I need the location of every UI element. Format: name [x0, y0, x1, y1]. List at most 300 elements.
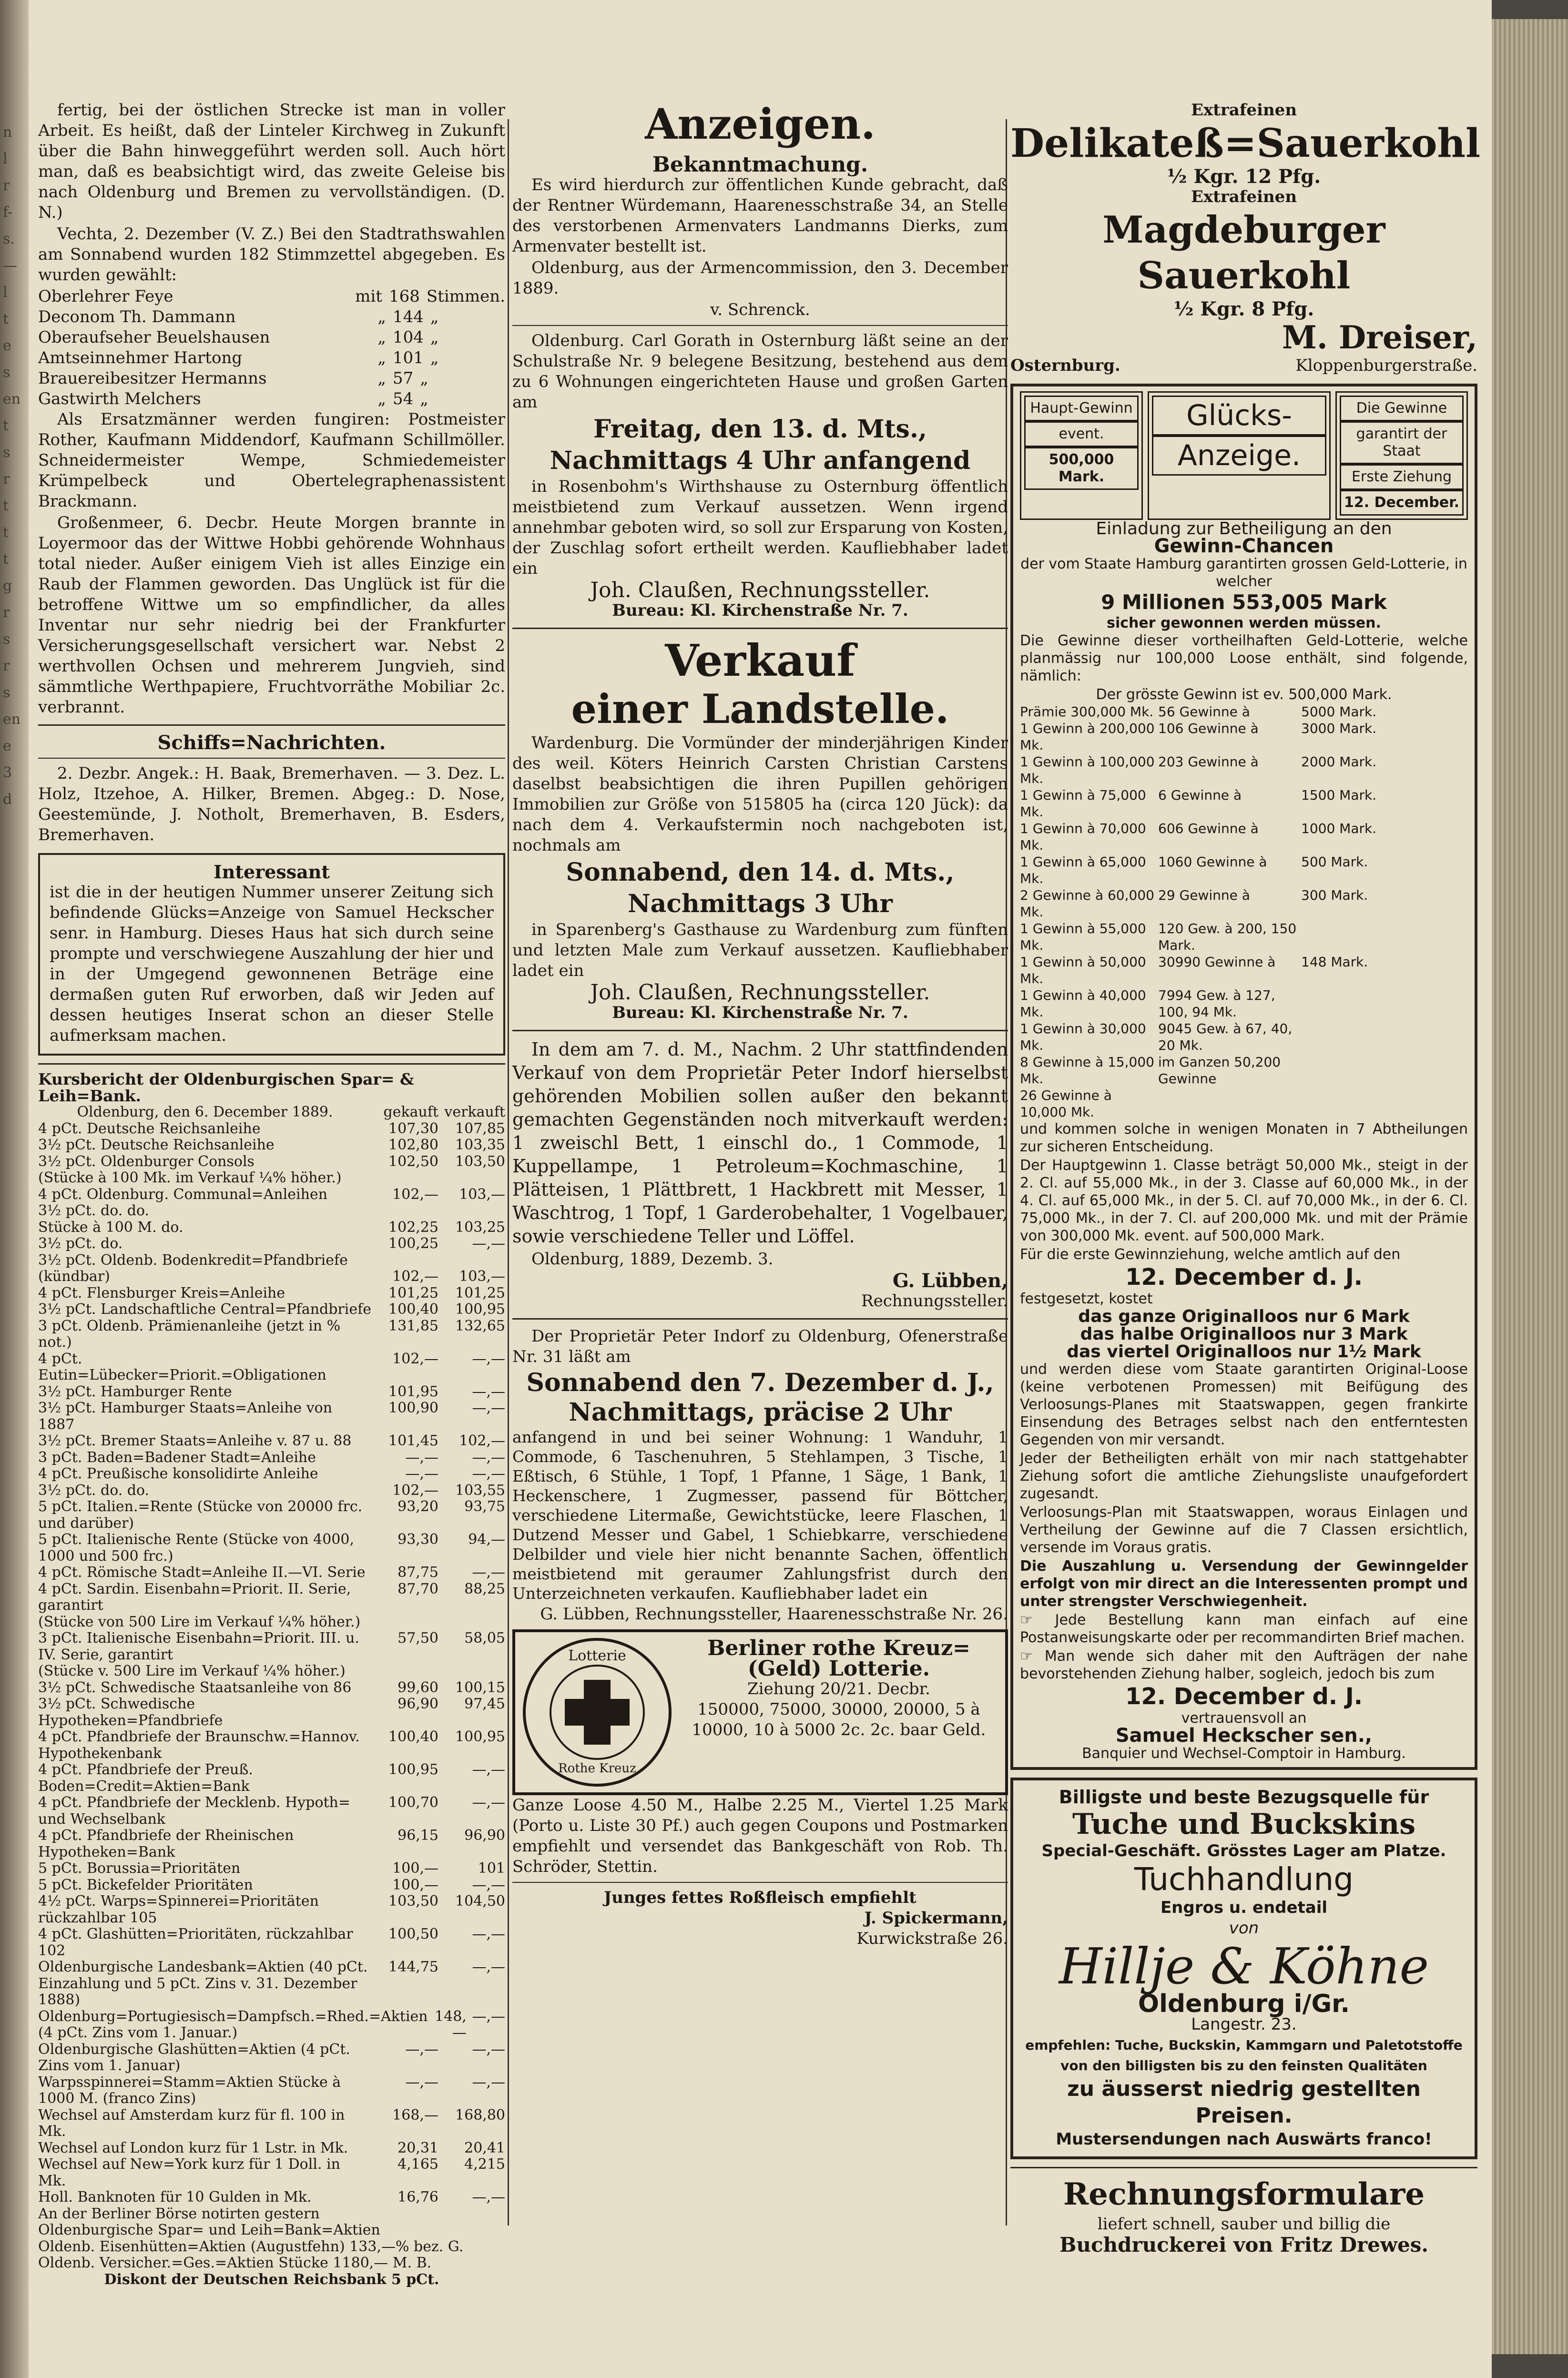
security-name: 4 pCt. Pfandbriefe der Braunschw.=Hannov. Hypothekenbank [38, 1728, 360, 1762]
exchange-row [38, 1450, 505, 1466]
exchange-row [38, 2189, 505, 2206]
exchange-row [38, 1532, 505, 1565]
price-bought: 87,70 [397, 1580, 438, 1597]
price-bought: 100,95 [388, 1761, 438, 1778]
prize-cell: 5000 Mark. [1301, 704, 1377, 720]
prize-cell [1158, 1087, 1301, 1120]
exchange-row [38, 1630, 505, 1663]
exchange-row [38, 1959, 505, 2009]
price-sold: 103,25 [455, 1219, 505, 1236]
price-sold: —,— [472, 1465, 505, 1482]
spine-fragment: t [3, 551, 9, 568]
head-left-1: Haupt-Gewinn [1024, 396, 1139, 421]
price-sold: —,— [472, 1235, 505, 1252]
prize-row [1020, 753, 1468, 787]
prize-cell: 6 Gewinne à [1158, 787, 1242, 803]
sale-text: Wardenburg. Die Vormünder der minderjährigen Kinder des weil. Köters Heinrich Carsten Christian Carstens daselbst beabsichtigen die ihren Pupillen gehörigen Immobilien zur Größe von 515805 ha (circa 120 Jück): da nach dem 4. Verkaufstermin noch nachgeboten ist, nochmals am [512, 733, 1008, 855]
news-intro: fertig, bei der östlichen Strecke ist man in voller Arbeit. Es heißt, daß der Linteler Kirchweg in Zukunft über die Bahn hinweggeführt werden soll. Auch hört man, daß es beabsichtigt wird, das zweite Geleise bis nach Oldenburg und Bremen zu vervollständigen. (D. N.) [38, 101, 505, 222]
cloth-shop-ad [1010, 1778, 1477, 2159]
vote-name: Oberaufseher Beuelshausen [38, 328, 270, 347]
exchange-footer-line: Oldenburgische Spar= und Leih=Bank=Aktien [38, 2222, 380, 2238]
magde-title: Magdeburger Sauerkohl [1102, 208, 1385, 297]
exchange-row [38, 1400, 505, 1433]
price-bought: 148,— [435, 2008, 467, 2041]
g-text-9: Die Auszahlung u. Versendung der Gewinngelder erfolgt von mir direct an die Interessenten prompt und unter strengster Verschwiegenheit. [1020, 1558, 1468, 1610]
lottery-amounts: 150000, 75000, 30000, 20000, 5 à 10000, 10 à 5000 2c. 2c. baar Geld. [692, 1700, 986, 1739]
price-bought: 144,75 [388, 1959, 438, 1975]
security-name: 5 pCt. Borussia=Prioritäten [38, 1860, 241, 1877]
prize-row [1020, 787, 1468, 820]
price-bought [372, 1663, 438, 1680]
spine-fragment: 3 [3, 764, 12, 781]
security-name: Oldenburgische Glashütten=Aktien (4 pCt. Zins vom 1. Januar) [38, 2041, 350, 2074]
price-bought: 96,15 [397, 1827, 438, 1844]
notice-text: ist die in der heutigen Nummer unserer Zeitung sich befindende Glücks=Anzeige von Samuel Heckscher senr. in Hamburg. Dieses Haus hat sich durch seine prompte und verschwiegene Auszahlung der hier und in der Umgegend gewonnenen Beträge eine dermaßen guten Ruf erworben, daß wir Jeden auf dessen heutiges Inserat schon an dieser Stelle aufmerksam machen. [50, 883, 494, 1045]
security-name: 4 pCt. Preußische konsolidirte Anleihe [38, 1465, 318, 1482]
exchange-row [38, 1893, 505, 1926]
prize-cell: 1 Gewinn à 100,000 Mk. [1020, 754, 1155, 786]
price-bought: 131,85 [388, 1317, 438, 1334]
prize-cell [1301, 1087, 1454, 1120]
price-bought: 100,40 [388, 1728, 438, 1745]
price-bought: 102,— [392, 1268, 438, 1285]
exchange-row [38, 2156, 505, 2189]
price-bought: 100,90 [388, 1400, 438, 1416]
price-bought [372, 1614, 438, 1631]
price-sold: —,— [472, 1876, 505, 1893]
security-name: 3½ pCt. Deutsche Reichsanleihe [38, 1137, 275, 1153]
price-sold: 58,05 [464, 1630, 505, 1646]
price-bought [372, 1203, 438, 1219]
g-largest: Der grösste Gewinn ist ev. 500,000 Mark. [1096, 686, 1392, 703]
indorf-signature-title: Rechnungssteller. [861, 1291, 1008, 1311]
spine-fragment: t [3, 417, 9, 434]
g-hand-1 [1020, 1611, 1468, 1646]
spine-fragment: s [3, 444, 10, 461]
exchange-row [38, 1187, 505, 1203]
exchange-row [38, 2140, 505, 2157]
exchange-row [38, 2009, 505, 2042]
security-name: Wechsel auf London kurz für 1 Lstr. in Mk. [38, 2139, 348, 2156]
price-sold [438, 1170, 505, 1187]
divider [1010, 2167, 1477, 2168]
g-text-3: Der Hauptgewinn 1. Classe beträgt 50,000 Mk., steigt in der 2. Cl. auf 55,000 Mk., in der 3. Classe auf 60,000 Mk., in der 4. Cl. auf 65,000 Mk., in der 5. Cl. auf 70,000 Mk., in der 6. Cl. 75,000 Mk., in der 7. Cl. auf 200,000 Mk. und mit der Prämie von 300,000 Mk. event. auf 500,000 Mark. [1020, 1157, 1468, 1244]
security-name: 3½ pCt. do. [38, 1235, 123, 1252]
dreiser-place: Osternburg. [1010, 356, 1120, 375]
exchange-row [38, 2042, 505, 2074]
prize-cell: 7994 Gew. à 127, 100, 94 Mk. [1158, 987, 1275, 1020]
g-date: 12. December d. J. [1125, 1264, 1363, 1291]
price-sold: 20,41 [464, 2139, 505, 2156]
magde-pre: Extrafeinen [1191, 187, 1297, 206]
gorath-bureau: Bureau: Kl. Kirchenstraße Nr. 7. [612, 601, 908, 620]
exchange-row [38, 1384, 505, 1401]
pointing-hand-icon: ☞ [1020, 1648, 1045, 1665]
security-name: Stücke à 100 M. do. [38, 1219, 183, 1236]
exchange-row [38, 1351, 505, 1384]
price-sold: —,— [472, 2008, 505, 2025]
prize-cell: 1 Gewinn à 65,000 Mk. [1020, 854, 1146, 886]
tuch-text-4: Mustersendungen nach Auswärts franco! [1056, 2130, 1432, 2149]
exchange-row [38, 1877, 505, 1894]
divider [512, 628, 1008, 629]
forms-firm: Buchdruckerei von Fritz Drewes. [1059, 2233, 1429, 2256]
indorf2-signature: G. Lübben, Rechnungssteller, Haarenesschstraße Nr. 26. [540, 1605, 1008, 1624]
sale-text-2: in Sparenberg's Gasthause zu Wardenburg zum fünften und letzten Male zum Verkauf aussetzen. Kaufliebhaber ladet ein [512, 920, 1008, 980]
spine-fragment: e [3, 738, 11, 754]
exchange-row [38, 1926, 505, 1959]
head-left-3: 500,000 Mark. [1024, 447, 1139, 490]
price-sold: —,— [472, 2073, 505, 2091]
logo-text-bottom: Rothe Kreuz [558, 1761, 636, 1776]
g-hand-2 [1020, 1647, 1468, 1683]
tuch-von: von [1229, 1919, 1259, 1938]
exchange-footer-line: Oldenb. Versicher.=Ges.=Aktien Stücke 1180,— M. B. [38, 2255, 432, 2271]
red-cross-lottery-ad [512, 1629, 1008, 1795]
prize-cell: 2000 Mark. [1301, 754, 1377, 770]
g-price-3: das viertel Originalloos nur 1½ Mark [1067, 1342, 1421, 1362]
ads-title: Anzeigen. [645, 99, 876, 149]
g-text-6: und werden diese vom Staate garantirten Original-Loose (keine verbotenen Promessen) mit Beifügung des Verloosungs-Planes mit Staatswappen, gegen frankirte Einsendung des Betrages selbst nach den entferntesten Gegenden von mir versandt. [1020, 1361, 1468, 1448]
notice-box [38, 853, 505, 1056]
security-name: 4 pCt. Pfandbriefe der Rheinischen Hypotheken=Bank [38, 1827, 294, 1860]
exchange-row [38, 1252, 505, 1269]
price-bought: 93,30 [397, 1531, 438, 1548]
price-sold: 93,75 [464, 1498, 505, 1515]
security-name: 4 pCt. Glashütten=Prioritäten, rückzahlbar 102 [38, 1926, 353, 1959]
price-bought: 99,60 [397, 1679, 438, 1696]
exchange-row [38, 1828, 505, 1860]
price-bought: 102,25 [388, 1219, 438, 1236]
prize-cell: 56 Gewinne à [1158, 704, 1250, 720]
prize-cell: 1 Gewinn à 55,000 Mk. [1020, 921, 1146, 953]
security-name: 3½ pCt. Oldenburger Consols [38, 1153, 255, 1170]
vote-unit: „ [420, 369, 428, 388]
exchange-row [38, 1680, 505, 1697]
vote-sep: „ [377, 389, 386, 408]
exchange-rows [38, 1121, 505, 2206]
vote-sep: mit [355, 287, 382, 306]
prize-cell: 3000 Mark. [1301, 721, 1377, 736]
vote-sep: „ [377, 369, 386, 388]
vote-list [38, 286, 505, 409]
spine-fragment: — [3, 257, 17, 274]
security-name: 4 pCt. Flensburger Kreis=Anleihe [38, 1284, 285, 1301]
prize-cell: 500 Mark. [1301, 854, 1368, 870]
price-sold: 100,15 [455, 1679, 505, 1696]
security-name: 4 pCt. Pfandbriefe der Mecklenb. Hypoth= und Wechselbank [38, 1794, 351, 1828]
prize-cell: 29 Gewinne à [1158, 887, 1250, 903]
exchange-row [38, 1614, 505, 1631]
price-bought: 101,25 [388, 1284, 438, 1301]
price-bought: 107,30 [388, 1120, 438, 1137]
head-right-4: 12. December. [1340, 490, 1464, 516]
prize-cell: 1 Gewinn à 75,000 Mk. [1020, 787, 1146, 820]
price-sold: 103,35 [455, 1137, 505, 1153]
price-sold: 168,80 [455, 2106, 505, 2124]
exchange-row [38, 1203, 505, 1219]
indorf-place: Oldenburg, 1889, Dezemb. 3. [531, 1250, 774, 1269]
security-name: 4 pCt. Deutsche Reichsanleihe [38, 1120, 261, 1137]
spine-fragment: en [3, 391, 21, 407]
indorf2-text-2: anfangend in und bei seiner Wohnung: 1 Wanduhr, 1 Commode, 6 Taschenuhren, 5 Stehlampen, 3 Tische, 1 Eßtisch, 6 Stühle, 1 Topf, 1 Pfanne, 1 Säge, 1 Bank, 1 Heckenschere, 1 Zugmesser, passend für Böttcher, verschiedene Litermaße, Gewichtstücke, leere Flaschen, 1 Dutzend Messer und Gabel, 1 Schiebkarre, verschiedene Delbilder und viele hier nicht benannte Sachen, öffentlich meistbietend mit geraumer Zahlungsfrist durch den Unterzeichneten verkaufen. Kaufliebhaber ladet ein [512, 1428, 1008, 1603]
exchange-footer [38, 2206, 505, 2288]
security-name: 3 pCt. Baden=Badener Stadt=Anleihe [38, 1449, 316, 1466]
column-news [38, 100, 505, 2288]
spine-fragment: l [3, 151, 8, 167]
vote-name: Brauereibesitzer Hermanns [38, 369, 267, 388]
sale-signature: Joh. Claußen, Rechnungssteller. [590, 980, 930, 1005]
security-name: 3½ pCt. do. do. [38, 1202, 150, 1219]
exchange-row [38, 2107, 505, 2140]
vote-row [38, 327, 505, 348]
head-mid-2: Anzeige. [1152, 436, 1326, 476]
g-text-4: Für die erste Gewinnziehung, welche amtlich auf den [1020, 1246, 1401, 1263]
lottery-subtitle: (Geld) Lotterie. [747, 1656, 930, 1681]
exchange-report-date: Oldenburg, den 6. December 1889. [77, 1104, 333, 1120]
head-right-1: Die Gewinne [1340, 396, 1464, 421]
prize-row [1020, 887, 1468, 920]
divider [512, 1030, 1008, 1031]
news-vechta: Vechta, 2. Dezember (V. Z.) Bei den Stadtrathswahlen am Sonnabend wurden 182 Stimmzettel abgegeben. Es wurden gewählt: [38, 224, 505, 285]
g-text-5: festgesetzt, kostet [1020, 1291, 1153, 1307]
price-sold: —,— [472, 2041, 505, 2058]
security-name: 4 pCt. Römische Stadt=Anleihe II.—VI. Serie [38, 1564, 366, 1581]
vote-n: 144 [393, 307, 424, 326]
lottery-ad-hamburg [1010, 384, 1477, 1770]
indorf2-date: Sonnabend den 7. Dezember d. J., [526, 1368, 994, 1397]
prize-row [1020, 954, 1468, 987]
security-name: 4 pCt. Oldenburg. Communal=Anleihen [38, 1186, 328, 1203]
exchange-row [38, 1301, 505, 1318]
spine-fragment: t [3, 311, 9, 327]
exchange-row [38, 1483, 505, 1499]
vote-n: 101 [393, 348, 424, 367]
exchange-row [38, 1860, 505, 1877]
price-bought: 100,70 [388, 1794, 438, 1811]
security-name: (Stücke von 500 Lire im Verkauf ¼% höher.) [38, 1613, 361, 1630]
prize-cell: 1500 Mark. [1301, 787, 1377, 803]
vote-sep: „ [377, 348, 386, 367]
lottery-date: Ziehung 20/21. Decbr. [747, 1679, 930, 1698]
g-date-2: 12. December d. J. [1125, 1683, 1363, 1710]
security-name: (kündbar) [38, 1268, 110, 1285]
g-text-8: Verloosungs-Plan mit Staatswappen, woraus Einlagen und Vertheilung der Gewinne auf die 7 Classen ersichtlich, versende im Voraus gratis. [1020, 1504, 1468, 1556]
delikat-title: Delikateß=Sauerkohl [1010, 121, 1481, 166]
tuch-text-2: von den billigsten bis zu den feinsten Qualitäten [1060, 2058, 1427, 2073]
exchange-row [38, 1170, 505, 1187]
spine-fragment: r [3, 471, 10, 488]
security-name: 4 pCt. Eutin=Lübecker=Priorit.=Obligationen [38, 1350, 326, 1383]
g-text-7: Jeder der Betheiligten erhält von mir nach stattgehabter Ziehung sofort die amtliche Ziehungsliste unaufgefordert zugesandt. [1020, 1450, 1468, 1502]
price-sold: —,— [472, 2189, 505, 2205]
price-bought: 100,50 [388, 1926, 438, 1942]
price-bought: 102,50 [388, 1153, 438, 1170]
price-bought: —,— [405, 2073, 438, 2091]
prize-cell: 1060 Gewinne à [1158, 854, 1267, 870]
price-sold: 94,— [468, 1531, 505, 1548]
divider [38, 724, 505, 726]
dreiser-name: M. Dreiser, [1282, 319, 1477, 356]
security-name: 3 pCt. Oldenb. Prämienanleihe (jetzt in % not.) [38, 1317, 341, 1351]
security-name: Warpsspinnerei=Stamm=Aktien Stücke à 1000 M. (franco Zins) [38, 2073, 341, 2107]
price-sold: 132,65 [455, 1317, 505, 1334]
lottery-text: Ganze Loose 4.50 M., Halbe 2.25 M., Viertel 1.25 Mark (Porto u. Liste 30 Pf.) auch gegen Coupons und Postmarken empfiehlt und versendet das Bankgeschäft von Rob. Th. Schröder, Stettin. [512, 1796, 1008, 1876]
book-spine [0, 0, 29, 2378]
shipping-news-title: Schiffs=Nachrichten. [157, 732, 386, 754]
price-bought: 4,165 [397, 2156, 438, 2173]
prize-cell: 9045 Gew. à 67, 40, 20 Mk. [1158, 1021, 1293, 1053]
price-bought: 16,76 [397, 2189, 438, 2205]
price-bought: 93,20 [397, 1498, 438, 1515]
tuch-title: Tuche und Buckskins [1072, 1808, 1416, 1841]
price-sold [438, 1252, 505, 1269]
exchange-row [38, 1499, 505, 1532]
newspaper-page [29, 0, 1492, 2378]
spine-fragment: s [3, 364, 10, 381]
price-bought: —,— [405, 2041, 438, 2058]
security-name: 4 pCt. Sardin. Eisenbahn=Priorit. II. Serie, garantirt [38, 1580, 351, 1614]
prize-cell: 8 Gewinne à 15,000 Mk. [1020, 1054, 1154, 1087]
exchange-row [38, 1795, 505, 1828]
head-right [1335, 391, 1468, 520]
tuch-head: Billigste und beste Bezugsquelle für [1059, 1787, 1429, 1808]
horsemeat-address: Kurwickstraße 26. [856, 1929, 1008, 1948]
price-sold: —,— [472, 1761, 505, 1778]
vote-n: 104 [393, 328, 424, 347]
column-ads [512, 100, 1008, 1949]
tuch-text-1: empfehlen: Tuche, Buckskin, Kammgarn und Paletotstoffe [1025, 2037, 1463, 2053]
price-sold [438, 1663, 505, 1680]
g-chances: Gewinn-Chancen [1154, 535, 1334, 557]
announcement-title: Bekanntmachung. [652, 152, 868, 177]
news-grossenmeer: Großenmeer, 6. Decbr. Heute Morgen brannte in Loyermoor das der Wittwe Hobbi gehörende Wohnhaus total nieder. Außer einigem Vieh ist alles Einzige ein Raub der Flammen geworden. Das Unglück ist für die betroffene Wittwe um so empfindlicher, da alles Inventar nur sehr niedrig bei der Frankfurter Versicherungsgesellschaft versichert war. Nebst 2 werthvollen Ochsen und mehrerem Jungvieh, sind sämmtliche Werthpapiere, Fruchtvorräthe Mobiliar 2c. verbrannt. [38, 513, 505, 717]
gorath-text-2: in Rosenbohm's Wirthshause zu Osternburg öffentlich meistbietend zum Verkauf aussetzen. Wenn irgend annehmbar geboten wird, so soll zur Ersparung von Kosten, der Zuschlag sofort ertheilt werden. Kaufliebhaber ladet ein [512, 477, 1008, 578]
prize-table [1020, 703, 1468, 1120]
g-hand-2-text: Man wende sich daher mit den Aufträgen der nahe bevorstehenden Ziehung halber, sogleich, jedoch bis zum [1020, 1648, 1468, 1682]
security-name: 3½ pCt. Hamburger Rente [38, 1383, 232, 1400]
spine-fragment: t [3, 498, 9, 514]
head-mid-1: Glücks- [1152, 396, 1326, 436]
head-left [1020, 391, 1143, 520]
prize-row [1020, 720, 1468, 753]
price-bought: 103,50 [388, 1893, 438, 1910]
security-name: 3½ pCt. Schwedische Staatsanleihe von 86 [38, 1679, 352, 1696]
security-name: (Stücke v. 500 Lire im Verkauf ¼% höher.) [38, 1663, 346, 1679]
magde-price: ½ Kgr. 8 Pfg. [1173, 298, 1314, 320]
vote-row [38, 389, 505, 409]
exchange-report-title: Kursbericht der Oldenburgischen Spar= & Leih=Bank. [38, 1070, 414, 1105]
prize-row [1020, 987, 1468, 1020]
prize-cell: 1 Gewinn à 30,000 Mk. [1020, 1021, 1146, 1053]
exchange-footer-line: Diskont der Deutschen Reichsbank 5 pCt. [104, 2271, 439, 2288]
sale-bureau: Bureau: Kl. Kirchenstraße Nr. 7. [612, 1003, 908, 1022]
prize-row [1020, 1087, 1468, 1120]
security-name: 3½ pCt. Schwedische Hypotheken=Pfandbriefe [38, 1696, 223, 1729]
exchange-row [38, 2074, 505, 2107]
prize-cell: 300 Mark. [1301, 887, 1368, 903]
security-name: 3½ pCt. do. do. [38, 1482, 150, 1499]
g-price-2: das halbe Originalloos nur 3 Mark [1080, 1324, 1408, 1344]
previous-page-fragment [3, 119, 22, 813]
price-sold: 107,85 [455, 1120, 505, 1137]
divider [38, 758, 505, 759]
head-mid [1148, 391, 1331, 520]
security-name: Wechsel auf Amsterdam kurz für fl. 100 in Mk. [38, 2106, 345, 2140]
security-name: 5 pCt. Bickefelder Prioritäten [38, 1876, 253, 1893]
spine-fragment: s. [3, 231, 15, 247]
tuch-text-3: zu äusserst niedrig gestellten Preisen. [1067, 2077, 1421, 2128]
divider [38, 1063, 505, 1065]
prize-cell: 1 Gewinn à 50,000 Mk. [1020, 954, 1146, 986]
head-right-3: Erste Ziehung [1340, 464, 1464, 490]
price-sold: 97,45 [464, 1696, 505, 1712]
exchange-row [38, 1236, 505, 1252]
announcement-text: Es wird hierdurch zur öffentlichen Kunde gebracht, daß der Rentner Würdemann, Haarenesschstraße 34, an Stelle des verstorbenen Armenvaters Landmanns Dierks, zum Armenvater bestellt ist. [512, 175, 1008, 256]
price-bought [372, 1252, 438, 1269]
divider [512, 1318, 1008, 1320]
exchange-row [38, 1269, 505, 1285]
logo-text-top: Lotterie [568, 1647, 626, 1664]
g-invite-3: der vom Staate Hamburg garantirten grossen Geld-Lotterie, in welcher [1020, 556, 1467, 590]
tuch-special: Special-Geschäft. Grösstes Lager am Platze. [1041, 1841, 1446, 1860]
exchange-row [38, 1663, 505, 1680]
security-name: Wechsel auf New=York kurz für 1 Doll. in Mk. [38, 2156, 340, 2189]
exchange-row [38, 1219, 505, 1236]
price-sold: 103,50 [455, 1153, 505, 1170]
tuch-name: Hillje & Köhne [1059, 1937, 1429, 1995]
prize-cell: 1000 Mark. [1301, 821, 1377, 836]
sale-title: Verkauf [665, 635, 855, 686]
price-sold: —,— [472, 1959, 505, 1975]
price-bought: 101,45 [388, 1433, 438, 1449]
shipping-news-text: 2. Dezbr. Angek.: H. Baak, Bremerhaven. — 3. Dez. L. Holz, Itzehoe, A. Hilker, Bremen. Abgeg.: D. Nose, Geestemünde, J. Notholt, Bremerhaven, B. Esders, Bremerhaven. [38, 764, 505, 844]
security-name: 3½ pCt. Hamburger Staats=Anleihe von 1887 [38, 1400, 333, 1433]
exchange-row [38, 1137, 505, 1154]
exchange-row [38, 1729, 505, 1762]
lottery-title: Berliner rothe Kreuz= [707, 1636, 970, 1660]
security-name: 3 pCt. Italienische Eisenbahn=Priorit. III. u. IV. Serie, garantirt [38, 1630, 359, 1663]
gorath-date: Freitag, den 13. d. Mts., [593, 415, 927, 444]
tuch-engros: Engros u. endetail [1160, 1898, 1328, 1917]
price-sold: 103,55 [455, 1482, 505, 1499]
gorath-time: Nachmittags 4 Uhr anfangend [550, 446, 971, 475]
delikat-pre: Extrafeinen [1191, 101, 1297, 120]
announcement-place: Oldenburg, aus der Armencommission, den 3. December 1889. [512, 258, 1008, 298]
security-name: 3½ pCt. Oldenb. Bodenkredit=Pfandbriefe [38, 1251, 348, 1269]
price-bought: —,— [405, 1465, 438, 1482]
price-bought: —,— [405, 1449, 438, 1466]
vote-name: Deconom Th. Dammann [38, 307, 236, 326]
sale-date: Sonnabend, den 14. d. Mts., [566, 858, 955, 887]
prize-row [1020, 854, 1468, 887]
price-bought: 101,95 [388, 1383, 438, 1400]
sale-subtitle: einer Landstelle. [571, 685, 949, 732]
dreiser-street: Kloppenburgerstraße. [1295, 356, 1477, 375]
spine-fragment: s [3, 684, 10, 701]
price-sold: —,— [472, 1350, 505, 1367]
price-bought: 100,— [392, 1876, 438, 1893]
spine-fragment: f- [3, 204, 13, 221]
prize-row [1020, 703, 1468, 720]
exchange-report [38, 1071, 505, 2288]
vote-row [38, 348, 505, 368]
security-name: 5 pCt. Italienische Rente (Stücke von 4000, 1000 und 500 frc.) [38, 1531, 355, 1565]
head-left-2: event. [1024, 421, 1139, 447]
price-sold: —,— [472, 1926, 505, 1942]
security-name: (Stücke à 100 Mk. im Verkauf ¼% höher.) [38, 1169, 342, 1186]
column-head-bought: gekauft [383, 1104, 438, 1120]
